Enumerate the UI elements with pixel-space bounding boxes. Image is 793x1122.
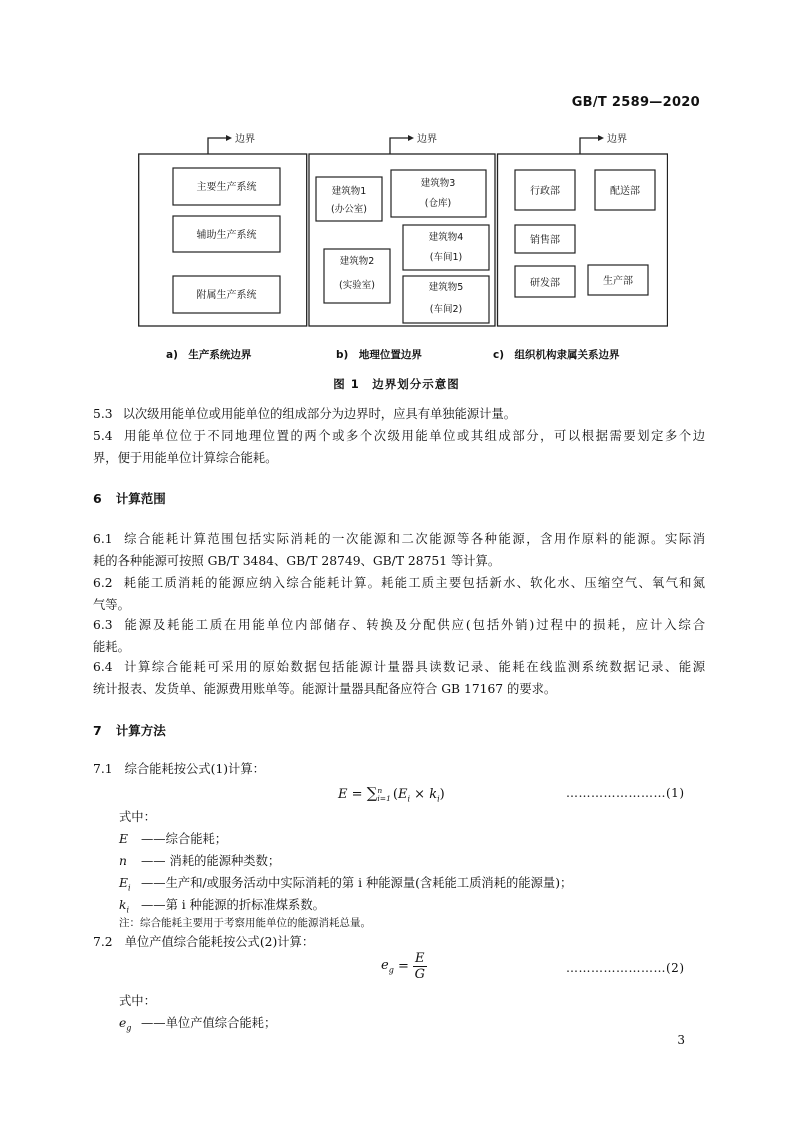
boundary-pointer-c — [580, 138, 598, 154]
definition-E: E ——综合能耗； — [119, 832, 228, 846]
fraction-numerator: E — [415, 951, 425, 966]
boundary-diagram — [138, 128, 668, 333]
clause-number: 5.3 — [93, 407, 113, 421]
boundary-label-a: 边界 — [235, 134, 255, 145]
arrow-icon — [408, 135, 414, 141]
definition-Ei: $E_i$ ——生产和/或服务活动中实际消耗的第 i 种能源量(含耗能工质消耗的能源量)； — [119, 876, 573, 893]
equation-2: $e_g$ = $\frac{E}{G}$ — [381, 951, 425, 982]
equation-2-leader: ……………………(2) — [566, 961, 685, 975]
box-building3-use: (仓库) — [424, 198, 452, 209]
clause-5-4 — [93, 425, 705, 469]
clause-number: 5.4 — [93, 429, 113, 443]
page-number: 3 — [677, 1033, 685, 1047]
definition-eg: $e_g$ ——单位产值综合能耗； — [119, 1016, 277, 1033]
box-building5-use: (车间2) — [429, 304, 463, 315]
definition-n: n —— 消耗的能源种类数； — [119, 854, 281, 868]
box-sales-dept: 销售部 — [530, 235, 560, 246]
boundary-pointer-b — [390, 138, 408, 154]
box-delivery-dept: 配送部 — [610, 186, 640, 197]
equation-1-leader: ……………………(1) — [566, 786, 685, 800]
arrow-icon — [226, 135, 232, 141]
clause-7-2: 7.2 单位产值综合能耗按公式(2)计算： — [93, 935, 315, 949]
box-subsidiary-production: 附属生产系统 — [196, 290, 257, 301]
section-6-heading: 6 计算范围 — [93, 491, 166, 506]
clause-6-3: 6.3 能源及耗能工质在用能单位内部储存、转换及分配供应(包括外销)过程中的损耗，应计入综合 能耗。 — [93, 618, 705, 654]
where-label-2: 式中： — [119, 994, 156, 1008]
box-auxiliary-production: 辅助生产系统 — [196, 230, 257, 241]
box-building1-use: (办公室) — [331, 204, 367, 215]
box-main-production: 主要生产系统 — [196, 182, 257, 193]
box-building3-name: 建筑物3 — [420, 178, 456, 189]
box-admin-dept: 行政部 — [530, 186, 560, 197]
box-building4-name: 建筑物4 — [428, 232, 464, 243]
note-1: 注：综合能耗主要用于考察用能单位的能源消耗总量。 — [119, 917, 371, 929]
box-building4-use: (车间1) — [429, 252, 463, 263]
clause-line: 界，便于用能单位计算综合能耗。 — [93, 451, 278, 465]
box-building2-use: (实验室) — [339, 280, 375, 291]
arrow-icon — [598, 135, 604, 141]
clause-6-4: 6.4 计算综合能耗可采用的原始数据包括能源计量器具读数记录、能耗在线监测系统数据记录、能源 统计报表、发货单、能源费用账单等。能源计量器具配备应符合 GB 17167 的要求。 — [93, 660, 705, 696]
boundary-label-b: 边界 — [417, 134, 437, 145]
fraction-denominator: G — [414, 967, 425, 982]
section-7-heading: 7 计算方法 — [93, 723, 166, 738]
clause-6-2: 6.2 耗能工质消耗的能源应纳入综合能耗计算。耗能工质主要包括新水、软化水、压缩空气、氧气和氮 气等。 — [93, 576, 705, 612]
boundary-label-c: 边界 — [607, 134, 627, 145]
clause-7-1: 7.1 综合能耗按公式(1)计算： — [93, 762, 265, 776]
clause-6-1: 6.1 综合能耗计算范围包括实际消耗的一次能源和二次能源等各种能源，含用作原料的能源。实际消 耗的各种能源可按照 GB/T 3484、GB/T 28749、GB/T 28751 等计算。 — [93, 532, 705, 568]
boundary-figure — [138, 128, 668, 337]
clause-text: 以次级用能单位或用能单位的组成部分为边界时，应具有单独能源计量。 — [122, 407, 517, 421]
where-label-1: 式中： — [119, 810, 156, 824]
box-production-dept: 生产部 — [603, 276, 633, 287]
box-building5-name: 建筑物5 — [428, 282, 464, 293]
boundary-pointer-a — [208, 138, 226, 154]
box-building2-name: 建筑物2 — [339, 256, 375, 267]
definition-ki: $k_i$ ——第 i 种能源的折标准煤系数。 — [119, 898, 325, 915]
box-rnd-dept: 研发部 — [530, 278, 560, 289]
standard-number: GB/T 2589—2020 — [571, 95, 700, 110]
clause-5-3 — [93, 403, 516, 425]
equation-1-label: (1) — [666, 786, 685, 800]
figure-title: 图 1 边界划分示意图 — [333, 377, 460, 391]
caption-b: b) 地理位置边界 — [336, 349, 422, 361]
panel-b-frame — [309, 154, 495, 326]
panel-c-frame — [498, 154, 668, 326]
box-building1-name: 建筑物1 — [331, 186, 367, 197]
caption-a: a) 生产系统边界 — [166, 349, 252, 361]
clause-line: 用能单位位于不同地理位置的两个或多个次级用能单位或其组成部分，可以根据需要划定多个边 — [122, 429, 705, 443]
equation-1: E = ∑ n i=1 $(E_i \times k_i)$ — [338, 784, 445, 804]
equation-2-label: (2) — [666, 961, 685, 975]
caption-c: c) 组织机构隶属关系边界 — [493, 349, 620, 361]
